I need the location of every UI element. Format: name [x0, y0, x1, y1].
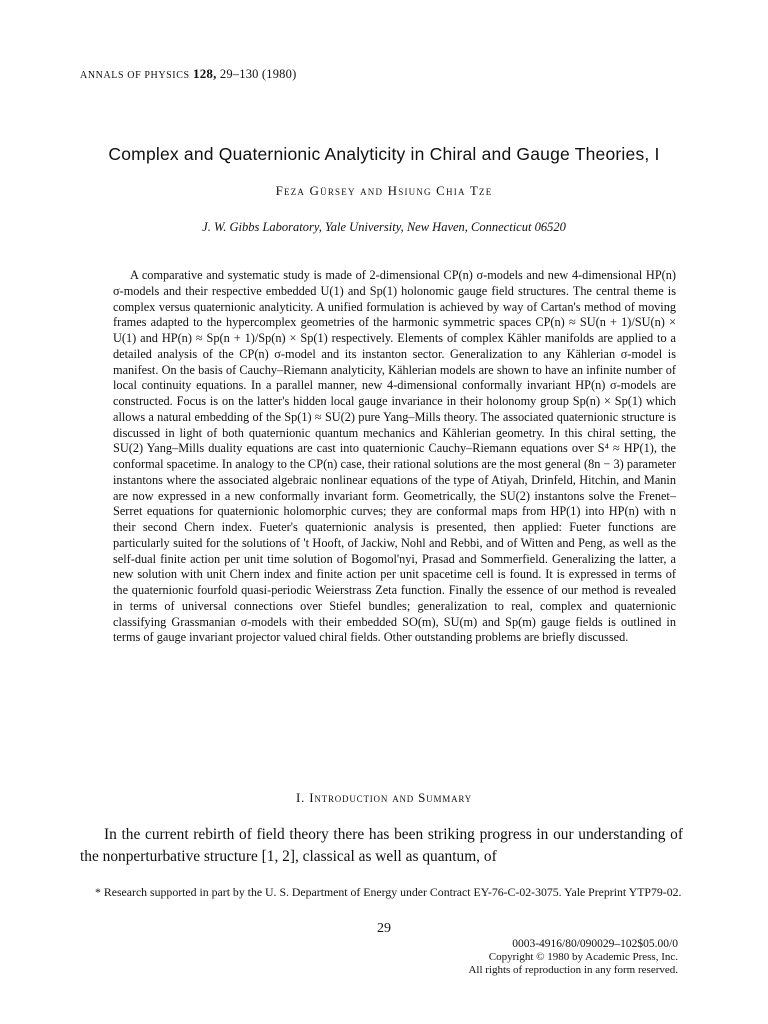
copyright-code: 0003-4916/80/090029–102$05.00/0	[512, 938, 678, 950]
journal-pages-year: 29–130 (1980)	[219, 67, 297, 81]
footnote: * Research supported in part by the U. S. Department of Energy under Contract EY-76-C-02-3075. Yale Preprint YTP79-02.	[95, 885, 682, 899]
intro-paragraph: In the current rebirth of field theory there has been striking progress in our understanding of the nonperturbative structure [1, 2], classical as well as quantum, of	[80, 826, 683, 865]
journal-header	[80, 66, 296, 82]
journal-name: ANNALS OF PHYSICS	[80, 70, 190, 81]
page-number: 29	[377, 921, 391, 936]
copyright-line-1: Copyright © 1980 by Academic Press, Inc.	[488, 951, 678, 963]
section-heading: I. Introduction and Summary	[296, 790, 472, 805]
paper-title: Complex and Quaternionic Analyticity in Chiral and Gauge Theories, I	[108, 144, 660, 164]
copyright-block	[468, 938, 678, 977]
abstract: A comparative and systematic study is made of 2-dimensional CP(n) σ-models and new 4-dimensional HP(n) σ-models and their respective embedded U(1) and Sp(1) holonomic gauge field structures. The central theme is complex versus quaternionic analyticity. A unified formulation is achieved by way of Cartan's method of moving frames adapted to the hypercomplex geometries of the harmonic symmetric spaces CP(n) ≈ SU(n + 1)/SU(n) × U(1) and HP(n) ≈ Sp(n + 1)/Sp(n) × Sp(1) respectively. Elements of complex Kähler manifolds are applied to a detailed analysis of the CP(n) σ-model and its instanton sector. Generalization to any Kählerian σ-model is manifest. On the basis of Cauchy–Riemann analyticity, Kählerian models are shown to have an infinite number of local continuity equations. In a parallel manner, new 4-dimensional conformally invariant HP(n) σ-models are constructed. Focus is on the latter's hidden local gauge invariance in their holonomy group Sp(n) × Sp(1) which allows a natural embedding of the Sp(1) ≈ SU(2) pure Yang–Mills theory. The associated quaternionic structure is discussed in light of both quaternionic quantum mechanics and Kählerian geometry. In this chiral setting, the SU(2) Yang–Mills duality equations are cast into quaternionic Cauchy–Riemann equations over S⁴ ≈ HP(1), the conformal spacetime. In analogy to the CP(n) case, their rational solutions are the most general (8n − 3) parameter instantons where the associated algebraic nonlinear equations of the type of Atiyah, Drinfeld, Hitchin, and Manin are now expressed in a new conformally invariant form. Geometrically, the SU(2) instantons solve the Frenet–Serret equations for quaternionic holomorphic curves; they are conformal maps from HP(1) into HP(n) with n their second Chern index. Fueter's quaternionic analysis is presented, then applied: Fueter functions are particularly suited for the solutions of 't Hooft, of Jackiw, Nohl and Rebbi, and of Witten and Peng, as well as the self-dual finite action per unit time solution of Bogomol'nyi, Prasad and Sommerfield. Generalizing the latter, a new solution with unit Chern index and finite action per unit spacetime cell is found. It is expressed in terms of the quaternionic fourfold quasi-periodic Weierstrass Zeta function. Finally the essence of our method is revealed in terms of universal connections over Stiefel bundles; generalization to real, complex and quaternionic classifying Grassmanian σ-models with their embedded SO(m), SU(m) and Sp(m) gauge fields is outlined in terms of gauge invariant projector valued chiral fields. Other outstanding problems are briefly discussed.	[113, 268, 676, 645]
copyright-line-2: All rights of reproduction in any form reserved.	[468, 964, 678, 976]
journal-volume: 128,	[193, 66, 217, 81]
paper-authors: Feza Gürsey and Hsiung Chia Tze	[275, 183, 493, 198]
paper-affiliation: J. W. Gibbs Laboratory, Yale University, New Haven, Connecticut 06520	[202, 220, 566, 234]
